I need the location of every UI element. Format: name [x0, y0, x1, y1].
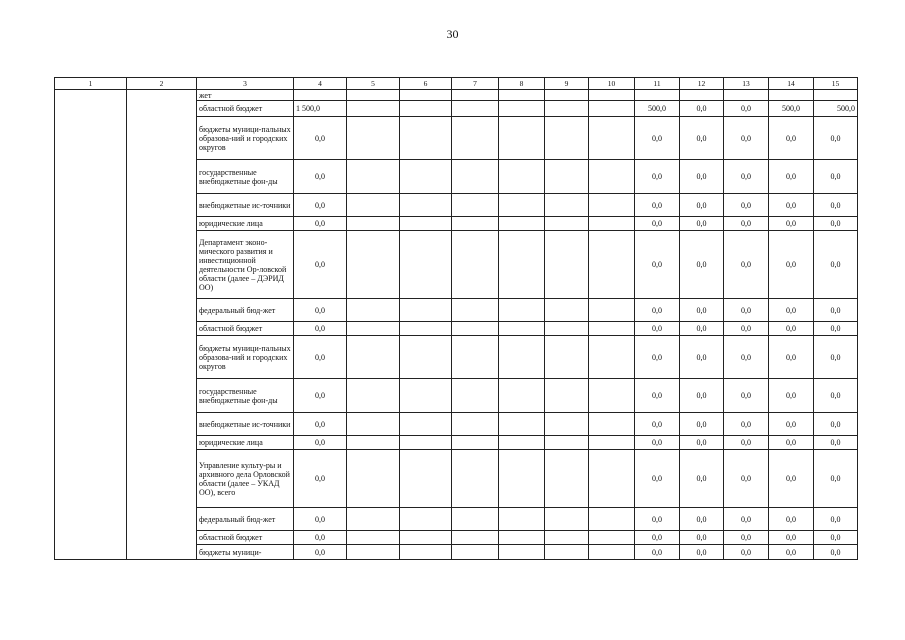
row-label: бюджеты муници-пальных образова-ний и городских округов: [197, 336, 294, 379]
value-cell: [589, 160, 635, 194]
value-cell: 0,0: [680, 413, 724, 436]
value-cell: [499, 508, 545, 531]
column-number-header: 1: [55, 78, 127, 90]
value-cell: [452, 436, 499, 450]
value-cell: 0,0: [635, 322, 680, 336]
row-label: бюджеты муници-пальных образова-ний и городских округов: [197, 117, 294, 160]
value-cell: [400, 160, 452, 194]
value-cell: [589, 531, 635, 545]
value-cell: [347, 194, 400, 217]
value-cell: [452, 450, 499, 508]
value-cell: 0,0: [814, 413, 858, 436]
value-cell: 0,0: [769, 117, 814, 160]
value-cell: 0,0: [814, 450, 858, 508]
column-number-header: 2: [127, 78, 197, 90]
value-cell: [452, 322, 499, 336]
column-number-header: 5: [347, 78, 400, 90]
value-cell: [499, 413, 545, 436]
value-cell: 0,0: [769, 231, 814, 299]
value-cell: [499, 450, 545, 508]
value-cell: 0,0: [680, 545, 724, 560]
value-cell: 0,0: [769, 322, 814, 336]
value-cell: [589, 436, 635, 450]
value-cell: 0,0: [814, 299, 858, 322]
value-cell: 0,0: [680, 299, 724, 322]
row-label: бюджеты муници-: [197, 545, 294, 560]
value-cell: 0,0: [769, 379, 814, 413]
value-cell: [452, 117, 499, 160]
value-cell: 0,0: [635, 117, 680, 160]
value-cell: [347, 379, 400, 413]
value-cell: [452, 231, 499, 299]
row-label: областной бюджет: [197, 531, 294, 545]
value-cell: 0,0: [814, 322, 858, 336]
value-cell: [400, 450, 452, 508]
value-cell: 0,0: [680, 231, 724, 299]
row-label: областной бюджет: [197, 322, 294, 336]
value-cell: 0,0: [635, 336, 680, 379]
value-cell: [545, 160, 589, 194]
value-cell: [545, 299, 589, 322]
value-cell: [589, 101, 635, 117]
value-cell: 0,0: [635, 508, 680, 531]
value-cell: 0,0: [635, 194, 680, 217]
value-cell: [452, 194, 499, 217]
value-cell: 0,0: [769, 508, 814, 531]
value-cell: 0,0: [724, 231, 769, 299]
value-cell: 0,0: [294, 194, 347, 217]
value-cell: 0,0: [680, 101, 724, 117]
row-label: жет: [197, 90, 294, 101]
value-cell: [452, 379, 499, 413]
value-cell: [589, 217, 635, 231]
value-cell: [499, 336, 545, 379]
value-cell: 0,0: [294, 450, 347, 508]
value-cell: 0,0: [294, 322, 347, 336]
value-cell: 0,0: [680, 379, 724, 413]
value-cell: 0,0: [294, 436, 347, 450]
column-number-header: 15: [814, 78, 858, 90]
value-cell: 0,0: [680, 117, 724, 160]
value-cell: 500,0: [814, 101, 858, 117]
value-cell: 0,0: [724, 101, 769, 117]
value-cell: [499, 436, 545, 450]
value-cell: [545, 413, 589, 436]
value-cell: 0,0: [814, 231, 858, 299]
value-cell: 0,0: [769, 531, 814, 545]
value-cell: 0,0: [724, 531, 769, 545]
value-cell: [589, 413, 635, 436]
column-number-header: 10: [589, 78, 635, 90]
value-cell: 0,0: [294, 413, 347, 436]
value-cell: 0,0: [635, 413, 680, 436]
value-cell: [452, 299, 499, 322]
value-cell: [545, 531, 589, 545]
value-cell: [400, 194, 452, 217]
value-cell: 0,0: [294, 508, 347, 531]
value-cell: 0,0: [294, 379, 347, 413]
value-cell: [499, 299, 545, 322]
value-cell: 0,0: [294, 231, 347, 299]
value-cell: [545, 508, 589, 531]
value-cell: [400, 217, 452, 231]
value-cell: [589, 299, 635, 322]
value-cell: [400, 299, 452, 322]
value-cell: 0,0: [680, 450, 724, 508]
column-number-header: 4: [294, 78, 347, 90]
value-cell: 0,0: [294, 545, 347, 560]
value-cell: 0,0: [680, 508, 724, 531]
value-cell: 0,0: [814, 336, 858, 379]
value-cell: 0,0: [635, 545, 680, 560]
value-cell: [400, 436, 452, 450]
value-cell: [499, 117, 545, 160]
value-cell: 0,0: [724, 545, 769, 560]
value-cell: [499, 322, 545, 336]
value-cell: [499, 101, 545, 117]
value-cell: 0,0: [680, 436, 724, 450]
value-cell: 500,0: [635, 101, 680, 117]
value-cell: [452, 336, 499, 379]
value-cell: 0,0: [814, 160, 858, 194]
value-cell: [589, 508, 635, 531]
value-cell: [814, 90, 858, 101]
value-cell: [635, 90, 680, 101]
value-cell: 500,0: [769, 101, 814, 117]
value-cell: [589, 194, 635, 217]
value-cell: [347, 90, 400, 101]
value-cell: [452, 508, 499, 531]
value-cell: [499, 231, 545, 299]
value-cell: [499, 194, 545, 217]
column-2-cell: [127, 90, 197, 560]
value-cell: 0,0: [680, 322, 724, 336]
value-cell: [347, 117, 400, 160]
value-cell: [545, 117, 589, 160]
page-number: 30: [446, 27, 459, 41]
value-cell: 0,0: [814, 194, 858, 217]
value-cell: [499, 545, 545, 560]
value-cell: [589, 450, 635, 508]
value-cell: [589, 117, 635, 160]
column-number-header: 6: [400, 78, 452, 90]
value-cell: 0,0: [680, 217, 724, 231]
value-cell: 0,0: [680, 336, 724, 379]
value-cell: [347, 336, 400, 379]
value-cell: [499, 531, 545, 545]
value-cell: [545, 217, 589, 231]
value-cell: 0,0: [769, 160, 814, 194]
value-cell: [589, 322, 635, 336]
value-cell: [545, 101, 589, 117]
value-cell: [545, 545, 589, 560]
value-cell: [400, 231, 452, 299]
value-cell: 0,0: [724, 322, 769, 336]
value-cell: 0,0: [814, 379, 858, 413]
value-cell: [347, 531, 400, 545]
value-cell: [499, 217, 545, 231]
value-cell: 0,0: [769, 450, 814, 508]
value-cell: [347, 508, 400, 531]
value-cell: [545, 322, 589, 336]
value-cell: 0,0: [635, 379, 680, 413]
value-cell: 0,0: [769, 299, 814, 322]
value-cell: 0,0: [724, 336, 769, 379]
value-cell: [545, 194, 589, 217]
value-cell: 0,0: [814, 217, 858, 231]
column-number-row: [55, 78, 858, 90]
value-cell: 0,0: [635, 231, 680, 299]
value-cell: [400, 336, 452, 379]
value-cell: [545, 336, 589, 379]
value-cell: 0,0: [724, 217, 769, 231]
value-cell: [589, 336, 635, 379]
table-row: [55, 90, 858, 101]
value-cell: [400, 531, 452, 545]
value-cell: [680, 90, 724, 101]
value-cell: [347, 101, 400, 117]
column-number-header: 3: [197, 78, 294, 90]
value-cell: [347, 299, 400, 322]
value-cell: [589, 231, 635, 299]
value-cell: [589, 90, 635, 101]
value-cell: [347, 545, 400, 560]
value-cell: 0,0: [724, 450, 769, 508]
value-cell: 0,0: [769, 194, 814, 217]
value-cell: 0,0: [294, 336, 347, 379]
value-cell: 0,0: [294, 531, 347, 545]
value-cell: [294, 90, 347, 101]
value-cell: [769, 90, 814, 101]
value-cell: [589, 545, 635, 560]
value-cell: [400, 379, 452, 413]
value-cell: 0,0: [724, 508, 769, 531]
value-cell: 0,0: [680, 194, 724, 217]
row-label: внебюджетные ис-точники: [197, 194, 294, 217]
column-number-header: 8: [499, 78, 545, 90]
value-cell: 0,0: [635, 160, 680, 194]
value-cell: 0,0: [724, 436, 769, 450]
value-cell: [452, 160, 499, 194]
row-label: государственные внебюджетные фон-ды: [197, 379, 294, 413]
value-cell: [724, 90, 769, 101]
value-cell: [347, 231, 400, 299]
value-cell: 0,0: [294, 217, 347, 231]
value-cell: 0,0: [769, 545, 814, 560]
row-label: федеральный бюд-жет: [197, 508, 294, 531]
column-number-header: 13: [724, 78, 769, 90]
row-label: юридические лица: [197, 217, 294, 231]
value-cell: [499, 160, 545, 194]
value-cell: 0,0: [724, 413, 769, 436]
value-cell: 0,0: [724, 194, 769, 217]
value-cell: 0,0: [814, 117, 858, 160]
value-cell: [347, 217, 400, 231]
row-label: федеральный бюд-жет: [197, 299, 294, 322]
value-cell: [452, 101, 499, 117]
value-cell: 0,0: [814, 508, 858, 531]
value-cell: [400, 508, 452, 531]
column-number-header: 11: [635, 78, 680, 90]
value-cell: 0,0: [724, 379, 769, 413]
value-cell: [400, 117, 452, 160]
column-number-header: 14: [769, 78, 814, 90]
column-number-header: 7: [452, 78, 499, 90]
value-cell: 0,0: [294, 117, 347, 160]
value-cell: 0,0: [294, 299, 347, 322]
value-cell: [347, 450, 400, 508]
value-cell: 0,0: [769, 413, 814, 436]
value-cell: 1 500,0: [294, 101, 347, 117]
value-cell: 0,0: [635, 299, 680, 322]
value-cell: [545, 231, 589, 299]
value-cell: 0,0: [635, 450, 680, 508]
column-1-cell: [55, 90, 127, 560]
value-cell: [545, 90, 589, 101]
value-cell: [400, 322, 452, 336]
value-cell: 0,0: [680, 160, 724, 194]
value-cell: [499, 90, 545, 101]
value-cell: [589, 379, 635, 413]
value-cell: 0,0: [680, 531, 724, 545]
budget-table: [54, 77, 858, 560]
value-cell: 0,0: [294, 160, 347, 194]
value-cell: [347, 322, 400, 336]
value-cell: 0,0: [635, 217, 680, 231]
value-cell: 0,0: [814, 545, 858, 560]
value-cell: 0,0: [635, 436, 680, 450]
row-label: государственные внебюджетные фон-ды: [197, 160, 294, 194]
value-cell: 0,0: [724, 299, 769, 322]
value-cell: [452, 413, 499, 436]
value-cell: 0,0: [769, 217, 814, 231]
row-label: областной бюджет: [197, 101, 294, 117]
value-cell: [452, 90, 499, 101]
value-cell: [452, 217, 499, 231]
value-cell: [499, 379, 545, 413]
value-cell: 0,0: [814, 436, 858, 450]
row-label: Департамент эконо-мического развития и инвестиционной деятельности Ор-ловской области (далее – ДЭРИД ОО): [197, 231, 294, 299]
row-label: юридические лица: [197, 436, 294, 450]
row-label: внебюджетные ис-точники: [197, 413, 294, 436]
value-cell: 0,0: [724, 117, 769, 160]
value-cell: [400, 545, 452, 560]
value-cell: [545, 450, 589, 508]
value-cell: 0,0: [769, 336, 814, 379]
value-cell: [400, 413, 452, 436]
value-cell: [347, 436, 400, 450]
value-cell: [545, 436, 589, 450]
value-cell: [347, 160, 400, 194]
value-cell: [400, 101, 452, 117]
value-cell: [452, 531, 499, 545]
column-number-header: 12: [680, 78, 724, 90]
value-cell: [452, 545, 499, 560]
value-cell: 0,0: [724, 160, 769, 194]
value-cell: [347, 413, 400, 436]
value-cell: [545, 379, 589, 413]
row-label: Управление культу-ры и архивного дела Орловской области (далее – УКАД ОО), всего: [197, 450, 294, 508]
value-cell: [400, 90, 452, 101]
value-cell: 0,0: [814, 531, 858, 545]
value-cell: 0,0: [769, 436, 814, 450]
column-number-header: 9: [545, 78, 589, 90]
value-cell: 0,0: [635, 531, 680, 545]
